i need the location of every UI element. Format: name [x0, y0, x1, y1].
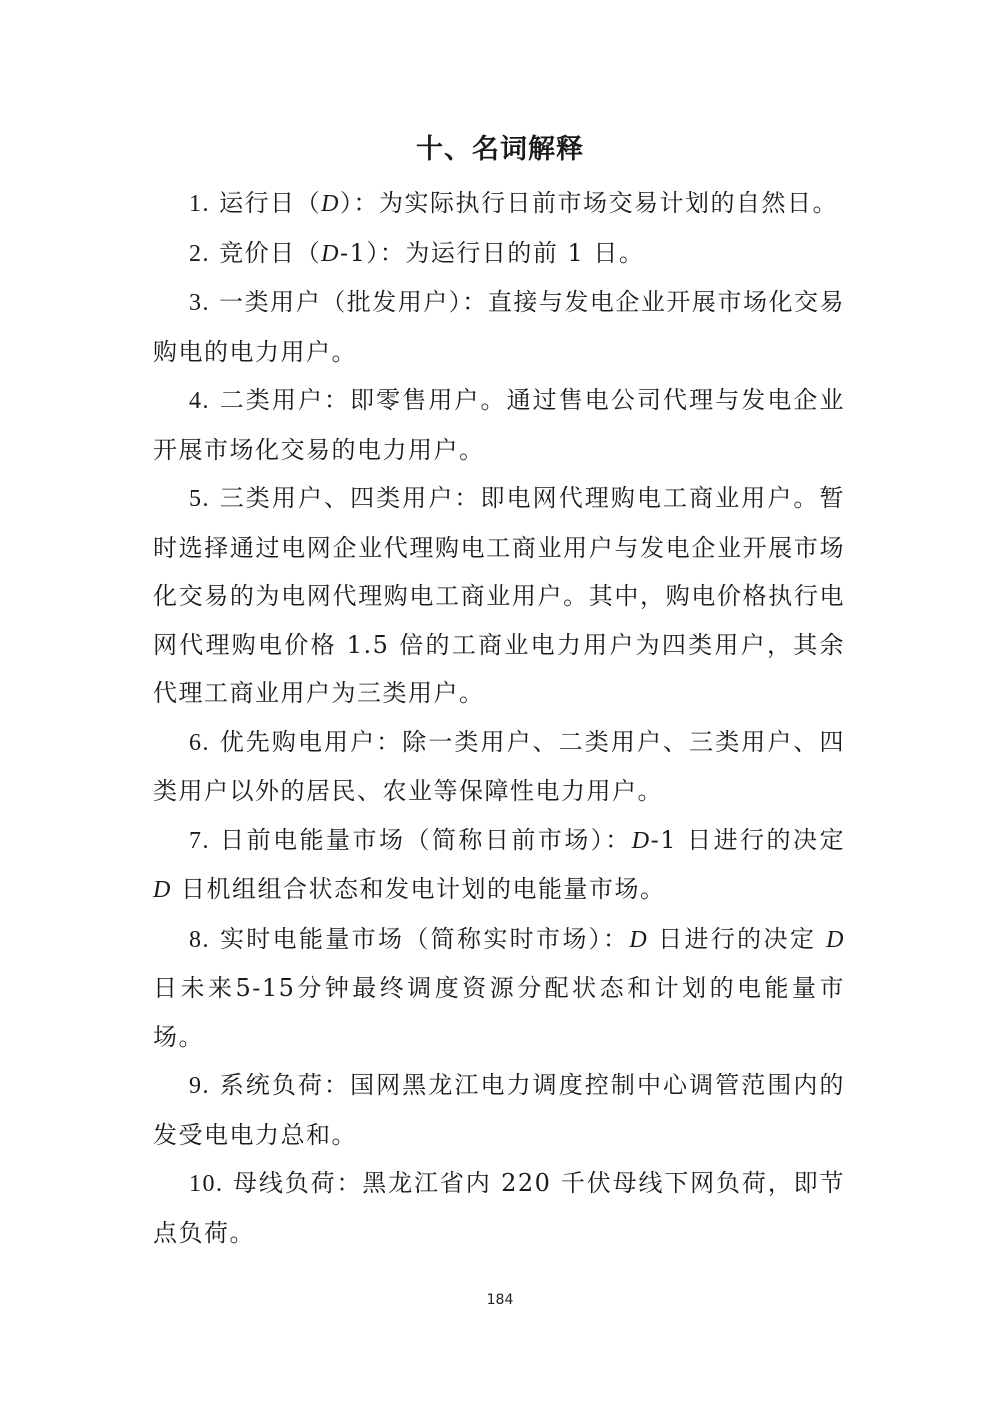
- italic-variable: D: [629, 926, 649, 953]
- item-number: 10.: [189, 1171, 224, 1197]
- definition-item-8: [153, 915, 845, 1062]
- italic-variable: D: [153, 877, 172, 903]
- item-number: 4.: [189, 388, 210, 414]
- italic-variable: D: [826, 926, 845, 953]
- item-text: 一类用户（批发用户）：直接与发电企业开展市场化交易购电的电力用户。: [153, 288, 845, 366]
- item-text: 运行日（: [219, 189, 322, 217]
- item-text: -1 日进行的决定: [650, 825, 845, 854]
- definition-item-10: [153, 1159, 845, 1257]
- item-number: 7.: [189, 827, 210, 854]
- item-text: 实时电能量市场（简称实时市场）：: [219, 924, 630, 953]
- item-text: 日机组组合状态和发电计划的电能量市场。: [171, 875, 666, 903]
- item-text: 优先购电用户：除一类用户、二类用户、三类用户、四类用户以外的居民、农业等保障性电力用户。: [153, 727, 845, 805]
- item-text: ）：为实际执行日前市场交易计划的自然日。: [339, 189, 838, 217]
- item-text: 日前电能量市场（简称日前市场）：: [220, 825, 632, 854]
- italic-variable: D: [321, 191, 340, 217]
- item-number: 5.: [189, 486, 210, 512]
- item-text: 日进行的决定: [648, 924, 827, 953]
- definition-item-9: [153, 1061, 845, 1159]
- item-text: 母线负荷：黑龙江省内 220 千伏母线下网负荷，即节点负荷。: [153, 1169, 845, 1247]
- item-number: 9.: [189, 1073, 210, 1099]
- item-text: 三类用户、四类用户：即电网代理购电工商业用户。暂时选择通过电网企业代理购电工商业用户与发电企业开展市场化交易的为电网代理购电工商业用户。其中，购电价格执行电网代理购电价格 1.5 倍的工商业电力用户为四类用户，其余代理工商业用户为三类用户。: [153, 484, 845, 707]
- italic-variable: D: [321, 240, 340, 267]
- definition-item-7: [153, 816, 845, 915]
- item-number: 2.: [189, 240, 210, 267]
- italic-variable: D: [631, 827, 651, 854]
- section-heading: 十、名词解释: [416, 134, 584, 165]
- page-number: 184: [486, 1292, 514, 1308]
- item-number: 3.: [189, 290, 210, 316]
- item-number: 8.: [189, 926, 210, 953]
- item-number: 6.: [189, 729, 210, 756]
- item-text: 日未来5-15分钟最终调度资源分配状态和计划的电能量市场。: [153, 974, 845, 1051]
- definition-item-2: [153, 229, 845, 279]
- item-text: -1）：为运行日的前 1 日。: [339, 238, 645, 267]
- definition-item-3: [153, 278, 845, 376]
- definition-list: [153, 179, 845, 1257]
- definition-item-6: [153, 718, 845, 816]
- definition-item-4: [153, 376, 845, 474]
- definition-item-5: [153, 474, 845, 718]
- definition-item-1: [153, 179, 845, 229]
- item-number: 1.: [189, 191, 210, 217]
- item-text: 系统负荷：国网黑龙江电力调度控制中心调管范围内的发受电电力总和。: [153, 1071, 845, 1149]
- item-text: 竞价日（: [219, 238, 322, 267]
- item-text: 二类用户：即零售用户。通过售电公司代理与发电企业开展市场化交易的电力用户。: [153, 386, 845, 464]
